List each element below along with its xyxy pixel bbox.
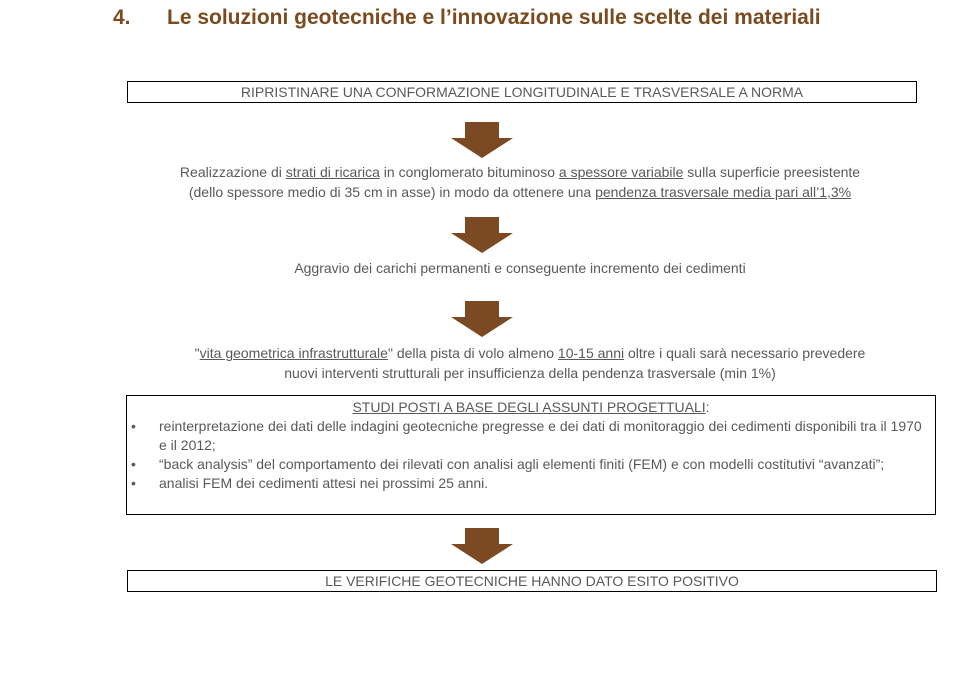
down-arrow-icon: [451, 301, 513, 337]
vita-line-1: "vita geometrica infrastrutturale" della pista di volo almeno 10-15 anni oltre i quali sarà necessario prevedere: [194, 345, 866, 361]
verifiche-box: [127, 570, 937, 592]
spessore-variabile-link: a spessore variabile: [558, 164, 684, 180]
strati-ricarica-link: strati di ricarica: [285, 164, 380, 180]
verifiche-label: LE VERIFICHE GEOTECNICHE HANNO DATO ESITO POSITIVO: [325, 573, 739, 589]
vita-geometrica-link: vita geometrica infrastrutturale: [199, 345, 388, 361]
down-arrow-icon: [451, 217, 513, 253]
bullet-icon: •: [131, 418, 136, 434]
studi-list: [127, 417, 935, 493]
list-item: • analisi FEM dei cedimenti attesi nei prossimi 25 anni.: [131, 475, 489, 491]
bullet-icon: •: [131, 456, 136, 472]
ripristinare-label: RIPRISTINARE UNA CONFORMAZIONE LONGITUDINALE E TRASVERSALE A NORMA: [240, 84, 804, 100]
ricarica-line-1: Realizzazione di strati di ricarica in conglomerato bituminoso a spessore variabile sulla superficie preesistente: [179, 164, 861, 180]
bullet-icon: •: [131, 475, 136, 491]
ripristinare-box: [127, 81, 917, 103]
down-arrow-icon: [451, 122, 513, 158]
anni-link: 10-15 anni: [557, 345, 625, 361]
pendenza-link: pendenza trasversale media pari all’1,3%: [595, 184, 852, 200]
title-number: 4.: [113, 6, 131, 29]
studi-title: STUDI POSTI A BASE DEGLI ASSUNTI PROGETTUALI:: [352, 399, 710, 415]
ricarica-line-2: (dello spessore medio di 35 cm in asse) in modo da ottenere una pendenza trasversale media pari all’1,3%: [188, 184, 852, 200]
vita-line-2: nuovi interventi strutturali per insufficienza della pendenza trasversale (min 1%): [284, 365, 776, 381]
title-text: Le soluzioni geotecniche e l’innovazione sulle scelte dei materiali: [167, 6, 821, 29]
aggravio-text: Aggravio dei carichi permanenti e conseguente incremento dei cedimenti: [294, 260, 746, 276]
list-item: • reinterpretazione dei dati delle indagini geotecniche pregresse e dei dati di monitoraggio dei cedimenti disponibili tra il 1970 e il 2012;: [131, 418, 922, 453]
studi-box: [126, 395, 936, 515]
vita-geometrica-text: [100, 343, 960, 383]
list-item: • “back analysis” del comportamento dei rilevati con analisi agli elementi finiti (FEM) e con modelli costitutivi “avanzati”;: [131, 456, 885, 472]
slide-title: [113, 6, 933, 30]
ricarica-text: [100, 162, 940, 202]
down-arrow-icon: [451, 528, 513, 564]
